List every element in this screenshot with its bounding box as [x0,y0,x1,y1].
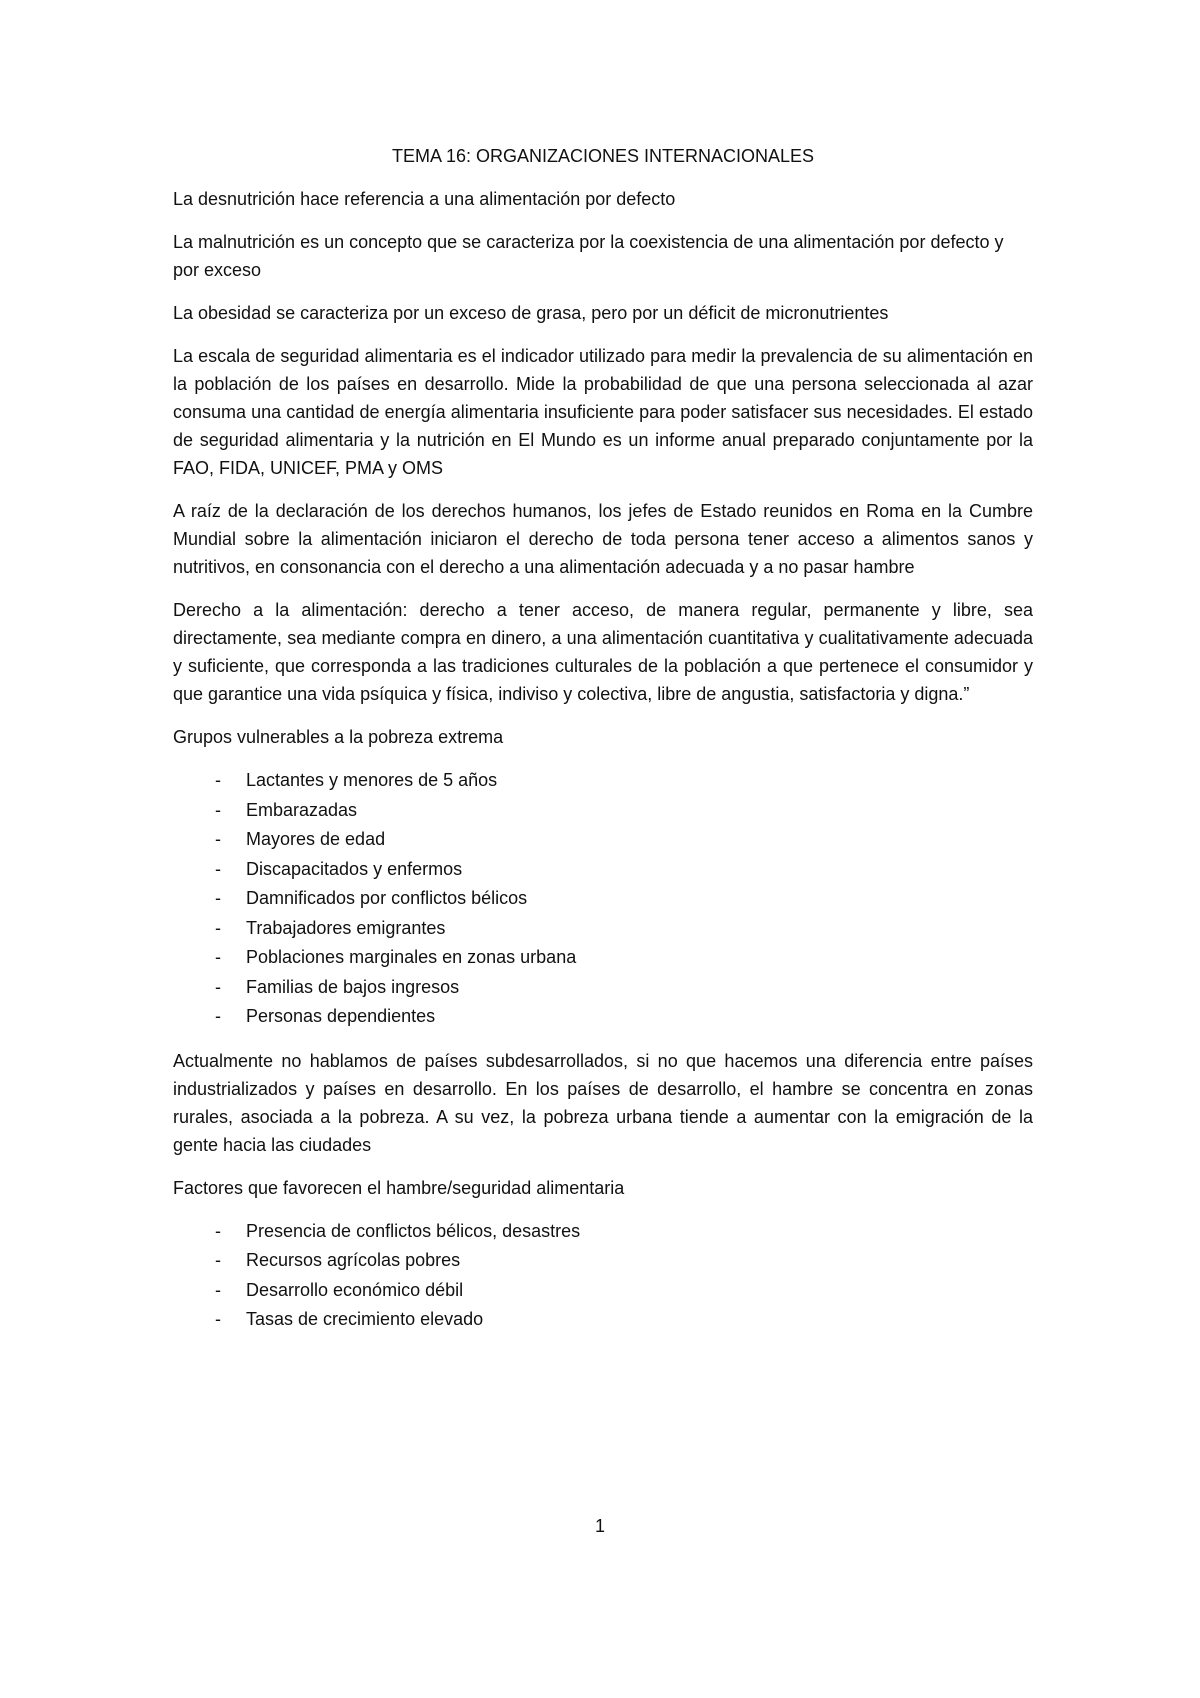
list-item-text: Personas dependientes [246,1006,436,1026]
list-item-text: Discapacitados y enfermos [246,858,463,879]
dash-bullet: - [215,976,221,997]
dash-bullet: - [215,770,221,790]
page-number: 1 [594,1516,605,1536]
list-item [173,914,1033,944]
list-item-text: Embarazadas [246,799,358,820]
list-item [173,973,1033,1003]
list-item-text: Presencia de conflictos bélicos, desastres [246,1220,581,1241]
list-item [173,1217,1033,1247]
list-item-text: Familias de bajos ingresos [246,976,460,997]
dash-bullet: - [215,799,221,820]
list-item-text: Damnificados por conflictos bélicos [246,888,528,908]
list-item [173,1276,1033,1306]
list-item [173,766,1033,796]
list-item-text: Desarrollo económico débil [246,1279,464,1300]
list-item [173,1305,1033,1335]
list-item [173,943,1033,973]
paragraph-malnutricion: La malnutrición es un concepto que se caracteriza por la coexistencia de una alimentación por defecto y por exceso [173,232,1004,280]
list-item [173,825,1033,855]
factors-list [173,1217,1033,1335]
list-item-text: Mayores de edad [246,829,386,849]
list-item [173,1002,1033,1032]
list-item-text: Lactantes y menores de 5 años [246,770,498,790]
document-title: TEMA 16: ORGANIZACIONES INTERNACIONALES [391,146,815,166]
list-item-text: Tasas de crecimiento elevado [246,1309,484,1329]
paragraph-paises-desarrollo: Actualmente no hablamos de países subdesarrollados, si no que hacemos una diferencia entre países industrializados y países en desarrollo. En los países de desarrollo, el hambre se concentra en zonas rurales, asociada a la pobreza. A su vez, la pobreza urbana tiende a aumentar con la emigración de la gente hacia las ciudades [173,1050,1033,1155]
dash-bullet: - [215,888,221,908]
dash-bullet: - [215,858,221,879]
paragraph-derecho-alimentacion: Derecho a la alimentación: derecho a tener acceso, de manera regular, permanente y libre, sea directamente, sea mediante compra en dinero, a una alimentación cuantitativa y cualitativamente adecuada y suficiente, que corresponda a las tradiciones culturales de la población a que pertenece el consumidor y que garantice una vida psíquica y física, indiviso y colectiva, libre de angustia, satisfactoria y digna.” [173,600,1033,704]
vulnerable-groups-list [173,766,1033,1032]
dash-bullet: - [215,1006,221,1026]
paragraph-escala-seguridad: La escala de seguridad alimentaria es el indicador utilizado para medir la prevalencia de su alimentación en la población de los países en desarrollo. Mide la probabilidad de que una persona seleccionada al azar consuma una cantidad de energía alimentaria insuficiente para poder satisfacer sus necesidades. El estado de seguridad alimentaria y la nutrición en El Mundo es un informe anual preparado conjuntamente por la FAO, FIDA, UNICEF, PMA y OMS [173,346,1033,478]
list-item-text: Poblaciones marginales en zonas urbana [246,947,577,967]
list-item [173,884,1033,914]
dash-bullet: - [215,829,221,849]
list-item [173,855,1033,885]
list-item [173,1246,1033,1276]
paragraph-desnutricion: La desnutrición hace referencia a una alimentación por defecto [173,189,676,209]
dash-bullet: - [215,1279,221,1300]
factors-heading: Factores que favorecen el hambre/seguridad alimentaria [173,1177,625,1198]
paragraph-obesidad: La obesidad se caracteriza por un exceso de grasa, pero por un déficit de micronutrientes [173,303,889,323]
paragraph-cumbre-mundial: A raíz de la declaración de los derechos humanos, los jefes de Estado reunidos en Roma en la Cumbre Mundial sobre la alimentación iniciaron el derecho de toda persona tener acceso a alimentos sanos y nutritivos, en consonancia con el derecho a una alimentación adecuada y a no pasar hambre [173,501,1033,577]
dash-bullet: - [215,1220,221,1241]
document-body [173,142,1033,1350]
dash-bullet: - [215,947,221,967]
dash-bullet: - [215,1309,221,1329]
dash-bullet: - [215,917,221,938]
list-item [173,796,1033,826]
vulnerable-groups-heading: Grupos vulnerables a la pobreza extrema [173,727,504,747]
list-item-text: Recursos agrícolas pobres [246,1250,461,1270]
list-item-text: Trabajadores emigrantes [246,917,446,938]
dash-bullet: - [215,1250,221,1270]
